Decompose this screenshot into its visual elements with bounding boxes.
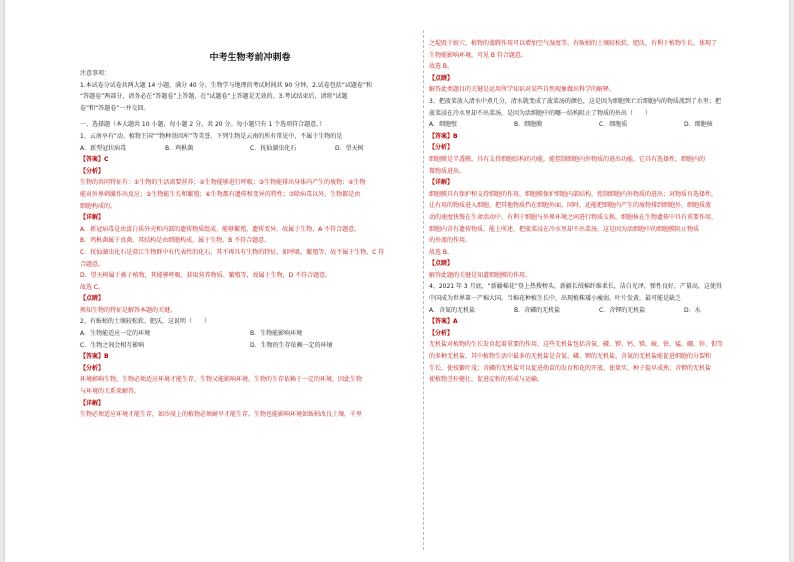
answer-label: 【答案】 bbox=[429, 132, 454, 140]
analysis-line: 微物质进出。 bbox=[429, 167, 466, 175]
detail-label: 【详解】 bbox=[80, 214, 105, 222]
option-d: D．水 bbox=[684, 306, 701, 314]
option-b: B．含磷的无机盐 bbox=[514, 306, 561, 314]
answer-line bbox=[80, 154, 420, 166]
answer-label: 【答案】 bbox=[80, 353, 105, 361]
conclusion: 故选 B。 bbox=[429, 63, 454, 71]
page-title: 中考生物考前冲刺卷 bbox=[209, 53, 291, 63]
analysis-line: 的多种无机盐，其中植物生活中最多的无机盐是含氮、磷、钾的无机盐。含氮的无机盐能促进细胞的分裂和 bbox=[429, 353, 712, 361]
analysis-line: 细胞膜是半透膜，具有支持细胞结构的功能，能控制细胞内外物质的进出功能，它具有选择性，细胞内的 bbox=[429, 155, 706, 163]
option-c: C．细胞质 bbox=[599, 121, 628, 129]
notice-line: “答题卷”两部分，请务必在“答题卷”上答题，在“试题卷”上答题是无效的。3.考试结束后，请将“试题 bbox=[80, 93, 348, 101]
question-3: 菠菜浸在冷水里却不出菜汤，是因为活细胞中的哪一结构阻止了物质的外出（ ） bbox=[429, 109, 652, 117]
option-b: B．鸡枞菌 bbox=[165, 144, 194, 152]
analysis-label: 【分析】 bbox=[80, 167, 105, 175]
option-a: A．细胞壁 bbox=[429, 121, 458, 129]
analysis-line: 无机盐对植物的生长发育起着重要的作用，这些无机盐包括含氮、磷、钾、钙、镁、硫、铁、锰、硼、锌、钼等 bbox=[429, 341, 724, 349]
detail-line: A．新冠病毒是由蛋白质外壳和内部的遗传物质组成，能够繁殖，遗传变异，故属于生物，A 不符合题意。 bbox=[80, 225, 361, 233]
left-column bbox=[80, 36, 420, 421]
option-d: D．细胞核 bbox=[684, 121, 713, 129]
notice-line: 1.本试卷分试卷共两大题 14 小题，满分 40 分。生物学与地理的考试时间共 90 分钟。2.试卷包括“试题卷”和 bbox=[80, 81, 373, 89]
answer-value: A bbox=[453, 318, 458, 326]
option-c: C．含钾的无机盐 bbox=[599, 306, 646, 314]
section-heading: 一、选择题（本大题共 10 小题，每小题 2 分，共 20 分。每小题只有 1 个选项符合题意。） bbox=[80, 121, 326, 129]
notice-line: 卷”和“答题卷”一并交回。 bbox=[80, 104, 150, 112]
detail-label: 【详解】 bbox=[80, 399, 105, 407]
detail-label: 【详解】 bbox=[429, 179, 454, 187]
analysis-line: 与环境的关系来解答。 bbox=[80, 388, 141, 396]
question-4: 4、2021 年 3 月底，“新疆棉花”登上热搜榜头，新疆长绒棉纤维柔长，洁白光泽，弹性良好，产量高，这使得 bbox=[429, 283, 722, 291]
right-column bbox=[429, 38, 769, 386]
detail-line: 的外流的作用。 bbox=[429, 237, 472, 245]
question-3-options bbox=[429, 119, 769, 131]
conclusion: 故选 B。 bbox=[429, 248, 454, 256]
option-d: D．望天树 bbox=[335, 144, 364, 152]
comment-text: 熟知生物的特征是解答本题的关键。 bbox=[80, 306, 177, 314]
notice-heading: 注意事项： bbox=[80, 70, 111, 77]
analysis-line: 生长，使枝繁叶茂；含磷的无机盐可以促进幼苗的发育和花的开放，使果实、种子提早成熟；含钾的无机盐 bbox=[429, 364, 712, 372]
answer-label: 【答案】 bbox=[429, 318, 454, 326]
detail-line: 动的速度快慢在生命活动中，有利于细胞与外界环境之间进行物质交换，细胞核在生物遗传中具有重要作用， bbox=[429, 213, 718, 221]
question-2-options bbox=[80, 340, 420, 352]
question-2-options bbox=[80, 328, 420, 340]
analysis-label: 【分析】 bbox=[429, 329, 454, 337]
answer-line bbox=[429, 131, 769, 143]
analysis-line: 细胞构成的。 bbox=[80, 202, 117, 210]
document-page bbox=[5, 0, 789, 562]
analysis-line: 使植物茎秆健壮，促进淀粉的形成与运输。 bbox=[429, 376, 544, 384]
answer-line bbox=[429, 316, 769, 328]
detail-line: 生物能影响环境，可见 B 符合题意。 bbox=[429, 51, 527, 59]
option-b: B．生物能影响环境 bbox=[250, 330, 303, 338]
answer-value: B bbox=[104, 353, 109, 361]
option-d: D．生物的生存依赖一定的环境 bbox=[250, 341, 333, 349]
answer-line bbox=[80, 351, 420, 363]
analysis-line: 生物的共同特征有：①生物的生活需要营养；②生物能够进行呼吸；③生物能排出身体内产生的废物；④生物 bbox=[80, 179, 366, 187]
detail-line: C．抚仙湖虫化石是澄江生物群中有代表性的化石，其不再具有生物的特征，如呼吸、繁殖等，故不属于生物，C 符 bbox=[80, 248, 385, 256]
option-a: A．新型冠状病毒 bbox=[80, 144, 127, 152]
option-b: B．细胞膜 bbox=[514, 121, 543, 129]
question-4-options bbox=[429, 305, 769, 317]
option-c: C．抚仙湖虫化石 bbox=[250, 144, 297, 152]
analysis-line: 能对外界刺激作出反应；⑤生物能生长和繁殖；⑥生物都有遗传和变异的特性；⑦除病毒以外，生物都是由 bbox=[80, 190, 361, 198]
comment-label: 【点睛】 bbox=[80, 295, 105, 303]
conclusion: 故选 C。 bbox=[80, 283, 105, 291]
option-a: A．生物能适应一定的环境 bbox=[80, 330, 151, 338]
column-divider bbox=[423, 30, 424, 550]
analysis-label: 【分析】 bbox=[80, 364, 105, 372]
detail-line: 细胞内含有遗传物质，能上所述，把菠菜浸在冷水里却不出菜汤，这是因为活细胞中的细胞膜阻止物质 bbox=[429, 225, 700, 233]
answer-value: B bbox=[453, 132, 458, 140]
question-3: 3、把菠菜放入清水中煮几分，清水就变成了菠菜汤的颜色，这是因为细胞死亡后细胞内的物质流到了水里；把 bbox=[429, 97, 721, 105]
comment-label: 【点睛】 bbox=[429, 74, 454, 82]
answer-label: 【答案】 bbox=[80, 156, 105, 164]
detail-line: B．鸡枞菌属于真菌，其结构是由细胞构成，属于生物，B 不符合题意。 bbox=[80, 237, 271, 245]
option-c: C．生物之间会相互影响 bbox=[80, 341, 145, 349]
analysis-label: 【分析】 bbox=[429, 144, 454, 152]
detail-line: 合题意。 bbox=[80, 260, 105, 268]
option-a: A．含氮的无机盐 bbox=[429, 306, 476, 314]
answer-value: C bbox=[104, 156, 109, 164]
question-2: 2、有蚯蚓的土壤较松软、肥沃，这说明（ ） bbox=[80, 318, 210, 326]
question-1-options bbox=[80, 143, 420, 155]
comment-text: 解答此题的关键是知道细胞膜的作用。 bbox=[429, 271, 532, 279]
question-4: 中国成为世界第一产棉大国。当棉花种植生长中，出现植株矮小瘦弱，叶片发黄，最可能是缺乏 bbox=[429, 295, 682, 303]
comment-label: 【点睛】 bbox=[429, 260, 454, 268]
detail-line: D．望天树属于被子植物，其能够呼吸、获取营养物质、繁殖等，故属于生物，D 不符合题意。 bbox=[80, 272, 332, 280]
detail-line: 之堤毁于蚁穴，植物的蒸腾作用可以增加空气湿度等。有蚯蚓的土壤较松软、肥沃，有利于植物生长，体现了 bbox=[429, 40, 718, 47]
analysis-line: 环境影响生物，生物必须适应环境才能生存，生物又能影响环境。生物的生存依赖于一定的环境，因此生物 bbox=[80, 376, 363, 384]
comment-text: 解答此类题目的关键是运用所学知识对某些自然现象做出科学的解释。 bbox=[429, 86, 616, 94]
detail-line: 生物必须适应环境才能生存，如沙漠上的植物必须耐旱才能生存。生物也能影响环境如蚯蚓改良土壤，千里 bbox=[80, 411, 363, 419]
question-1: 1、云南享有“动、植物王国”“物种基因库”等美誉。下列生物是云南的所有常见中，不属于生物的是 bbox=[80, 132, 343, 140]
detail-line: 让有用的物质进入细胞，把其他物质挡在细胞外面。同时，还能把细胞内产生的废物排到细胞外。细胞质流 bbox=[429, 202, 712, 210]
detail-line: 细胞膜具有保护和支持细胞的作用，细胞膜保护细胞内部结构，控制细胞内外物质的进出；对物质有选择性， bbox=[429, 190, 718, 198]
